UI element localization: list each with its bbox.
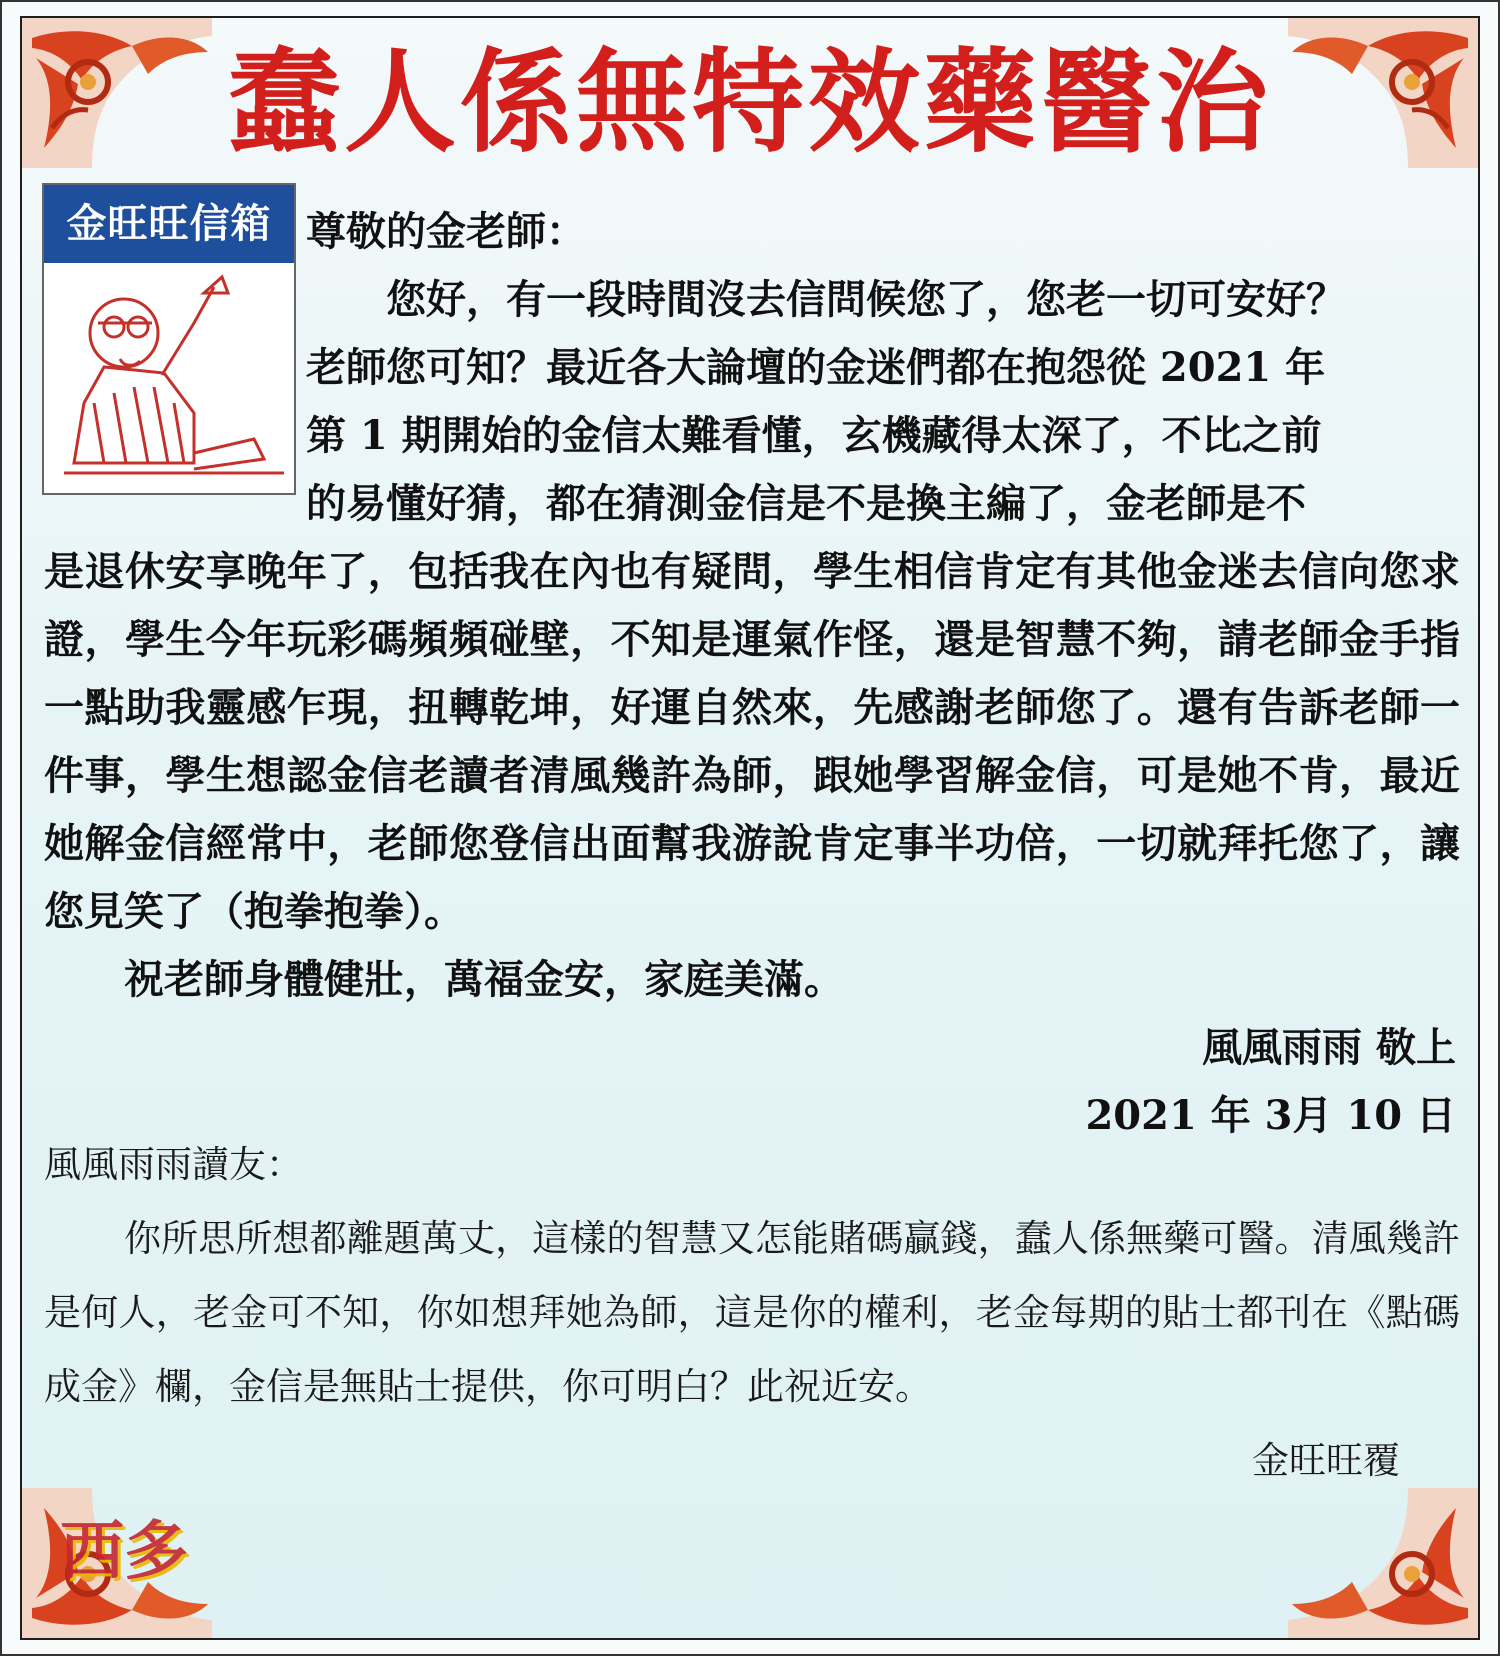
letter-line: 您好，有一段時間沒去信問候您了，您老一切可安好？ [306,276,1346,323]
letter-line: 的易懂好猜，都在猜測金信是不是換主編了，金老師是不 [306,480,1306,527]
letter-closing: 祝老師身體健壯，萬福金安，家庭美滿。 [124,956,844,1003]
logo-mark: 西多 [60,1515,188,1589]
letter-line: 第 1 期開始的金信太難看懂，玄機藏得太深了，不比之前 [306,412,1322,459]
editor-reply [44,1128,1460,1498]
reader-letter [44,198,1460,1150]
reply-signature: 金旺旺覆 [1252,1439,1400,1482]
column-label: 金旺旺信箱 [44,185,294,263]
letter-line: 老師您可知？最近各大論壇的金迷們都在抱怨從 2021 年 [306,344,1326,391]
corner-ornament [1288,18,1478,168]
headline: 蠢人係無特效藥醫治 [228,38,1272,168]
letter-date: 2021 年 3月 10 日 [1085,1092,1456,1139]
reply-salutation: 風風雨雨讀友： [44,1143,303,1186]
letter-signature: 風風雨雨 敬上 [1202,1024,1456,1071]
corner-ornament [22,18,212,168]
corner-ornament [1288,1488,1478,1638]
reply-body: 你所思所想都離題萬丈，這樣的智慧又怎能賭碼贏錢，蠢人係無藥可醫。清風幾許是何人，老金可不知，你如想拜她為師，這是你的權利，老金每期的貼士都刊在《點碼成金》欄，金信是無貼士提供，你可明白？此祝近安。 [44,1217,1460,1408]
letter-salutation: 尊敬的金老師： [306,208,586,255]
letter-body: 是退休安享晚年了，包括我在內也有疑問，學生相信肯定有其他金迷去信向您求證，學生今年玩彩碼頻頻碰壁，不知是運氣作怪，還是智慧不夠，請老師金手指一點助我靈感乍現，扭轉乾坤，好運自然來，先感謝老師您了。還有告訴老師一件事，學生想認金信老讀者清風幾許為師，跟她學習解金信，可是她不肯，最近她解金信經常中，老師您登信出面幫我游說肯定事半功倍，一切就拜托您了，讓您見笑了（抱拳抱拳）。 [44,548,1460,935]
letter-frame [20,16,1480,1640]
